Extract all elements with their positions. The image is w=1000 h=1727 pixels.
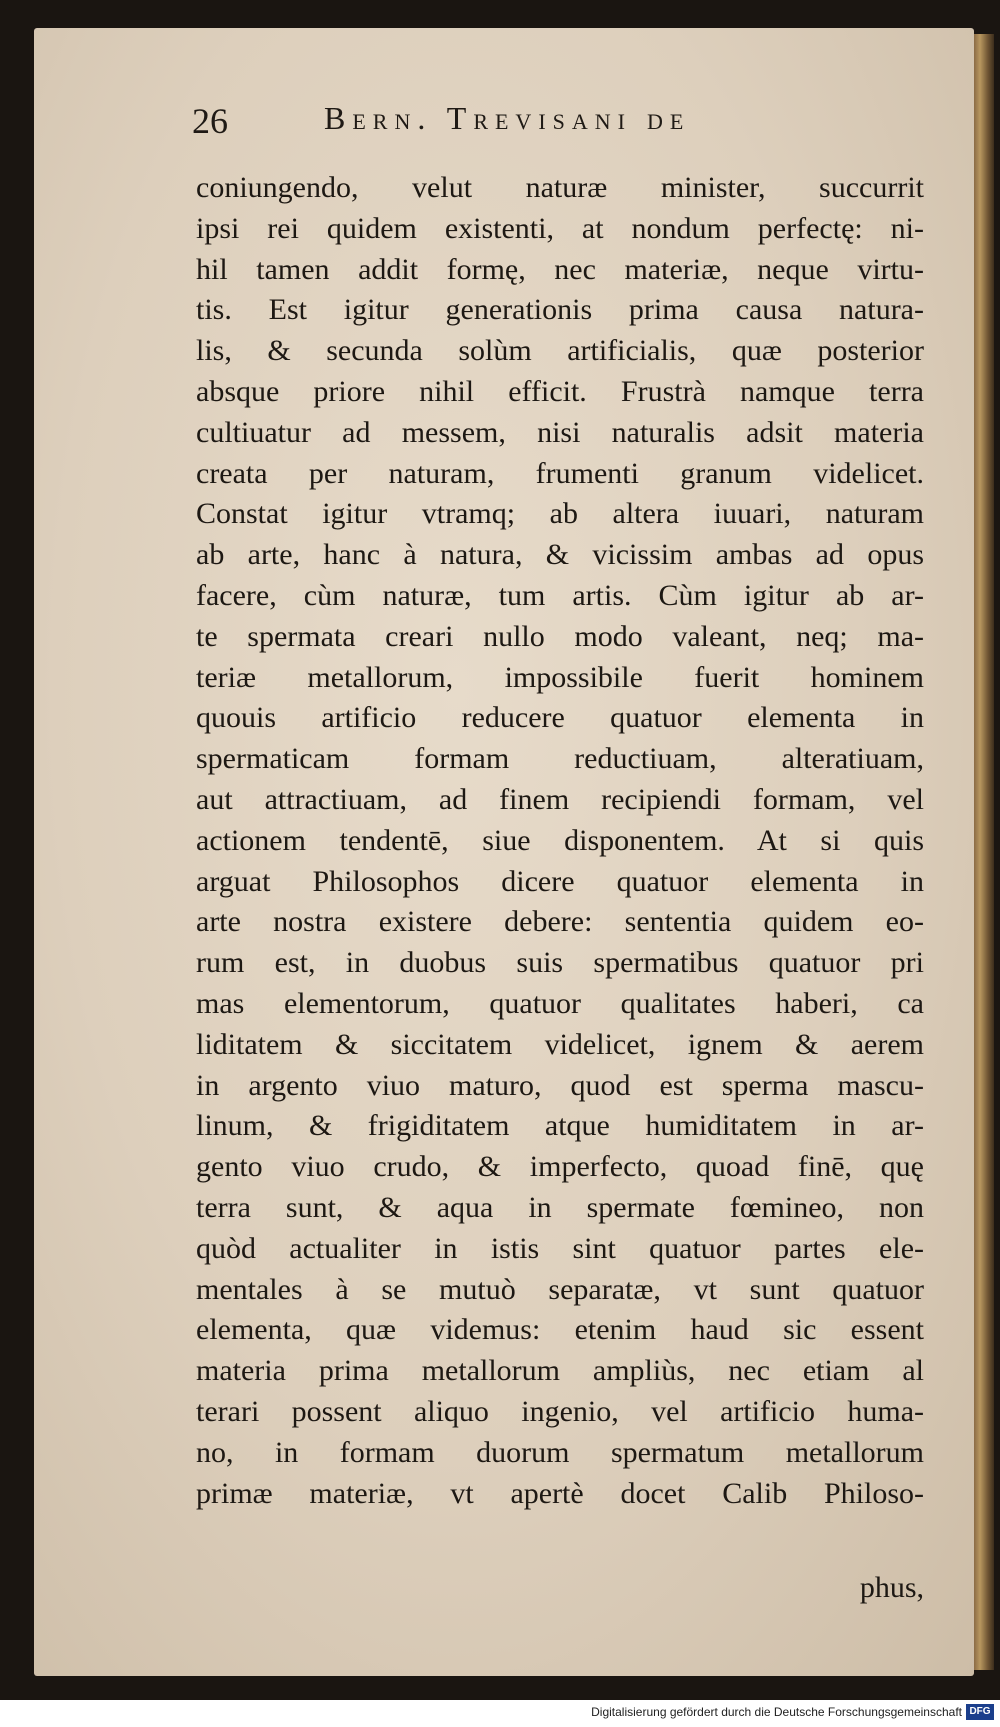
text-line: mas elementorum, quatuor qualitates haberi, ca [196, 986, 924, 1020]
running-head: Bern. Trevisani de [324, 100, 691, 136]
text-line: hil tamen addit formę, nec materiæ, neque virtu- [196, 252, 924, 286]
text-line: primæ materiæ, vt apertè docet Calib Philoso- [196, 1476, 924, 1510]
text-line: quouis artificio reducere quatuor elementa in [196, 701, 924, 735]
text-line: absque priore nihil efficit. Frustrà namque terra [196, 374, 924, 408]
text-line: spermaticam formam reductiuam, alteratiuam, [196, 742, 924, 776]
footer-bar [0, 1700, 1000, 1727]
text-line: materia prima metallorum ampliùs, nec etiam al [196, 1354, 924, 1388]
text-line: gento viuo crudo, & imperfecto, quoad finē, quę [196, 1150, 924, 1184]
page-edge [974, 34, 994, 1670]
text-line: terra sunt, & aqua in spermate fœmineo, non [196, 1190, 924, 1224]
text-line: mentales à se mutuò separatæ, vt sunt quatuor [196, 1272, 924, 1306]
text-line: in argento viuo maturo, quod est sperma mascu- [196, 1068, 924, 1102]
text-line: liditatem & siccitatem videlicet, ignem & aerem [196, 1027, 924, 1061]
text-line: facere, cùm naturæ, tum artis. Cùm igitur ab ar- [196, 578, 924, 612]
text-line: aut attractiuam, ad finem recipiendi formam, vel [196, 782, 924, 816]
dfg-logo: DFG [966, 1704, 994, 1720]
catchword: phus, [859, 1571, 924, 1604]
text-line: ipsi rei quidem existenti, at nondum perfectę: ni- [196, 211, 924, 245]
text-line: teriæ metallorum, impossibile fuerit hominem [196, 660, 924, 694]
text-line: terari possent aliquo ingenio, vel artificio huma- [196, 1394, 924, 1428]
footer-credit: Digitalisierung gefördert durch die Deutsche Forschungsgemeinschaft [591, 1705, 962, 1719]
text-line: arguat Philosophos dicere quatuor elementa in [196, 864, 924, 898]
page-header [34, 100, 974, 154]
text-line: te spermata creari nullo modo valeant, neq; ma- [196, 619, 924, 653]
text-line: tis. Est igitur generationis prima causa natura- [196, 293, 924, 327]
text-line: lis, & secunda solùm artificialis, quæ posterior [196, 334, 924, 368]
page-number: 26 [192, 101, 228, 141]
text-line: rum est, in duobus suis spermatibus quatuor pri [196, 946, 924, 980]
text-line: ab arte, hanc à natura, & vicissim ambas ad opus [196, 538, 924, 572]
text-line: arte nostra existere debere: sententia quidem eo- [196, 905, 924, 939]
book-page [34, 28, 974, 1676]
text-line: elementa, quæ videmus: etenim haud sic essent [196, 1313, 924, 1347]
text-line: creata per naturam, frumenti granum videlicet. [196, 456, 924, 490]
text-line: coniungendo, velut naturæ minister, succurrit [196, 171, 924, 204]
text-line: quòd actualiter in istis sint quatuor partes ele- [196, 1231, 924, 1265]
text-line: Constat igitur vtramq; ab altera iuuari, naturam [196, 497, 924, 531]
body-text [196, 168, 924, 1514]
text-line: actionem tendentē, siue disponentem. At si quis [196, 823, 924, 857]
text-line: cultiuatur ad messem, nisi naturalis adsit materia [196, 415, 924, 449]
text-line: no, in formam duorum spermatum metallorum [196, 1435, 924, 1469]
text-line: linum, & frigiditatem atque humiditatem in ar- [196, 1109, 924, 1143]
